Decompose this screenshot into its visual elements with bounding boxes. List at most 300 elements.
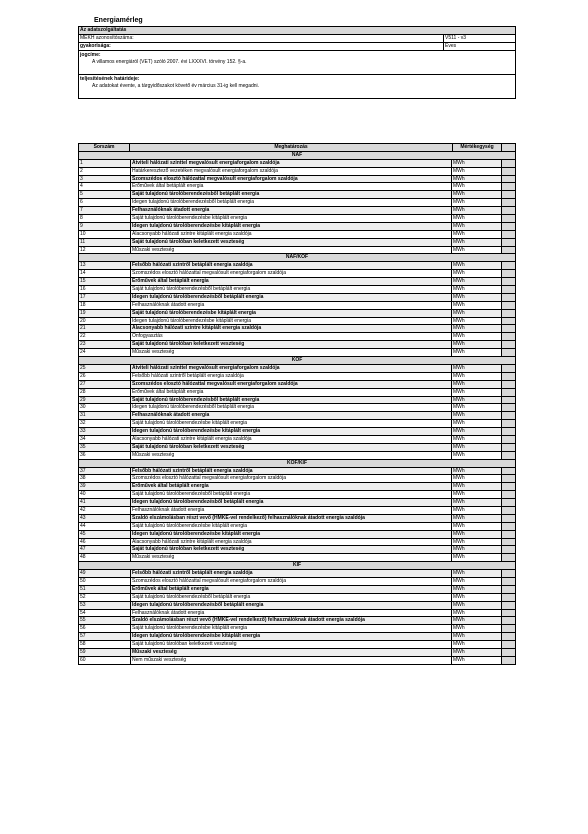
mekh-row — [79, 35, 515, 43]
row-definition: Alacsonyabb hálózati szintre kitáplált energia szaldója — [130, 539, 451, 546]
row-number: 17 — [80, 293, 86, 300]
row-value-cell[interactable] — [501, 602, 515, 609]
row-unit: MWh — [451, 436, 501, 443]
row-value-cell[interactable] — [501, 657, 515, 664]
row-value-cell[interactable] — [501, 546, 515, 553]
row-value-cell[interactable] — [501, 633, 515, 640]
row-unit: MWh — [451, 586, 501, 593]
table-row — [79, 310, 515, 318]
row-number: 60 — [80, 656, 86, 663]
row-value-cell[interactable] — [501, 341, 515, 348]
row-unit: MWh — [451, 168, 501, 175]
row-value-cell[interactable] — [501, 215, 515, 222]
section-title: KIF — [292, 562, 302, 569]
table-row — [79, 468, 515, 476]
row-unit: MWh — [451, 475, 501, 482]
row-unit: MWh — [451, 539, 501, 546]
row-value-cell[interactable] — [501, 160, 515, 167]
row-value-cell[interactable] — [501, 191, 515, 198]
row-value-cell[interactable] — [501, 554, 515, 561]
row-unit: MWh — [451, 389, 501, 396]
row-value-cell[interactable] — [501, 333, 515, 340]
row-number: 50 — [80, 577, 86, 584]
table-row — [79, 507, 515, 515]
table-row — [79, 483, 515, 491]
row-definition: Alacsonyabb hálózati szintre kitáplált energia szaldója — [130, 231, 451, 238]
row-value-cell[interactable] — [501, 223, 515, 230]
row-definition: Saját tulajdonú tárolóban keletkezett veszteség — [130, 641, 451, 648]
row-number: 15 — [80, 278, 86, 285]
row-number: 13 — [80, 262, 86, 269]
row-unit: MWh — [451, 239, 501, 246]
row-definition: Felsőbb hálózati szintről betáplált energia szaldója — [130, 468, 451, 475]
row-value-cell[interactable] — [501, 420, 515, 427]
row-definition: Átviteli hálózati szinttel megvalósult energiaforgalom szaldója — [130, 365, 451, 372]
row-definition: Saját tulajdonú tárolóban keletkezett veszteség — [130, 546, 451, 553]
row-value-cell[interactable] — [501, 183, 515, 190]
table-row — [79, 325, 515, 333]
row-definition: Felhasználóknak átadott energia — [130, 610, 451, 617]
row-unit: MWh — [451, 381, 501, 388]
frequency-row — [79, 43, 515, 51]
row-value-cell[interactable] — [501, 617, 515, 624]
row-value-cell[interactable] — [501, 168, 515, 175]
row-definition: Saját tulajdonú tárolóban keletkezett veszteség — [130, 341, 451, 348]
row-number: 2 — [80, 167, 83, 174]
row-unit: MWh — [451, 318, 501, 325]
row-number: 24 — [80, 349, 86, 356]
section-header-row — [79, 562, 515, 570]
col-header-value — [501, 144, 515, 151]
row-unit: MWh — [451, 546, 501, 553]
row-number: 20 — [80, 317, 86, 324]
row-number: 26 — [80, 372, 86, 379]
section-title: KÖF — [291, 357, 303, 364]
row-definition: Idegen tulajdonú tárolóberendezésbe kitáplált energia — [130, 223, 451, 230]
row-value-cell[interactable] — [501, 483, 515, 490]
row-definition: Alacsonyabb hálózati szintre kitáplált energia szaldója — [130, 325, 451, 332]
table-row — [79, 215, 515, 223]
row-value-cell[interactable] — [501, 302, 515, 309]
row-value-cell[interactable] — [501, 570, 515, 577]
row-unit: MWh — [451, 468, 501, 475]
table-header-row — [79, 144, 515, 152]
row-definition: Műszaki veszteség — [130, 452, 451, 459]
col-header-unit: Mértékegység — [452, 144, 501, 151]
row-number: 22 — [80, 333, 86, 340]
table-row — [79, 641, 515, 649]
row-number: 10 — [80, 230, 86, 237]
section-title: NAF/KÖF — [285, 254, 309, 261]
row-number: 46 — [80, 538, 86, 545]
row-number: 11 — [80, 238, 86, 245]
row-value-cell[interactable] — [501, 452, 515, 459]
row-unit: MWh — [451, 499, 501, 506]
row-unit: MWh — [451, 278, 501, 285]
row-unit: MWh — [451, 286, 501, 293]
row-value-cell[interactable] — [501, 207, 515, 214]
row-value-cell[interactable] — [501, 325, 515, 332]
row-number: 6 — [80, 199, 83, 206]
row-number: 36 — [80, 451, 86, 458]
row-unit: MWh — [451, 365, 501, 372]
row-value-cell[interactable] — [501, 531, 515, 538]
row-unit: MWh — [451, 325, 501, 332]
row-value-cell[interactable] — [501, 286, 515, 293]
row-definition: Saját tulajdonú tárolóberendezésből betáplált energia — [130, 397, 451, 404]
legal-basis-text: A villamos energiáról (VET) szóló 2007. évi LXXXVI. törvény 152. §-a. — [92, 59, 247, 65]
table-row — [79, 239, 515, 247]
row-unit: MWh — [451, 428, 501, 435]
row-value-cell[interactable] — [501, 649, 515, 656]
table-row — [79, 270, 515, 278]
row-value-cell[interactable] — [501, 444, 515, 451]
row-unit: MWh — [451, 294, 501, 301]
frequency-value: Éves — [443, 43, 515, 50]
mekh-value: V511 - v3 — [443, 35, 515, 42]
section-title: NAF — [291, 151, 303, 158]
row-definition: Saját tulajdonú tárolóberendezésbe kitáplált energia — [130, 420, 451, 427]
row-number: 37 — [80, 467, 86, 474]
table-row — [79, 570, 515, 578]
data-provision-header — [78, 26, 516, 99]
row-unit: MWh — [451, 570, 501, 577]
header-section-row — [79, 27, 515, 35]
row-number: 43 — [80, 514, 86, 521]
row-definition: Idegen tulajdonú tárolóberendezésből betáplált energia — [130, 294, 451, 301]
row-number: 19 — [80, 309, 86, 316]
section-header-row — [79, 152, 515, 160]
row-definition: Szomszédos elosztó hálózattal megvalósult energiaforgalom szaldója — [130, 578, 451, 585]
row-unit: MWh — [451, 341, 501, 348]
row-value-cell[interactable] — [501, 262, 515, 269]
table-row — [79, 602, 515, 610]
row-number: 32 — [80, 420, 86, 427]
row-value-cell[interactable] — [501, 515, 515, 522]
row-number: 56 — [80, 625, 86, 632]
col-header-definition: Meghatározás — [129, 144, 452, 151]
row-definition: Saját tulajdonú tárolóberendezésből betáplált energia — [130, 191, 451, 198]
row-number: 58 — [80, 641, 86, 648]
row-number: 34 — [80, 435, 86, 442]
row-unit: MWh — [451, 310, 501, 317]
row-number: 5 — [80, 191, 83, 198]
table-row — [79, 452, 515, 460]
table-row — [79, 191, 515, 199]
table-row — [79, 610, 515, 618]
row-number: 29 — [80, 396, 86, 403]
row-value-cell[interactable] — [501, 404, 515, 411]
table-row — [79, 404, 515, 412]
row-unit: MWh — [451, 625, 501, 632]
row-unit: MWh — [451, 207, 501, 214]
table-row — [79, 539, 515, 547]
row-unit: MWh — [451, 397, 501, 404]
row-definition: Felsőbb hálózati szintről betáplált energia szaldója — [130, 262, 451, 269]
table-row — [79, 444, 515, 452]
row-unit: MWh — [451, 483, 501, 490]
table-row — [79, 294, 515, 302]
row-unit: MWh — [451, 554, 501, 561]
row-definition: Saját tulajdonú tárolóban keletkezett veszteség — [130, 444, 451, 451]
row-number: 39 — [80, 483, 86, 490]
row-unit: MWh — [451, 231, 501, 238]
row-number: 9 — [80, 222, 83, 229]
row-value-cell[interactable] — [501, 499, 515, 506]
row-value-cell[interactable] — [501, 231, 515, 238]
row-value-cell[interactable] — [501, 594, 515, 601]
row-unit: MWh — [451, 491, 501, 498]
row-unit: MWh — [451, 610, 501, 617]
table-row — [79, 531, 515, 539]
row-number: 52 — [80, 593, 86, 600]
row-unit: MWh — [451, 507, 501, 514]
row-definition: Szomszédos elosztó hálózattal megvalósult energiaforgalom szaldója — [130, 176, 451, 183]
row-value-cell[interactable] — [501, 381, 515, 388]
row-unit: MWh — [451, 452, 501, 459]
row-definition: Idegen tulajdonú tárolóberendezésbe kitáplált energia — [130, 428, 451, 435]
row-value-cell[interactable] — [501, 318, 515, 325]
row-definition: Saját tulajdonú tárolóberendezésbe kitáplált energia — [130, 523, 451, 530]
row-unit: MWh — [451, 199, 501, 206]
legal-basis-row — [79, 51, 515, 75]
row-definition: Erőművek által betáplált energia — [130, 586, 451, 593]
row-value-cell[interactable] — [501, 247, 515, 254]
row-value-cell[interactable] — [501, 468, 515, 475]
row-unit: MWh — [451, 262, 501, 269]
table-row — [79, 515, 515, 523]
deadline-row — [79, 75, 515, 99]
row-value-cell[interactable] — [501, 349, 515, 356]
row-definition: Határkeresztező vezetéken megvalósult energiaforgalom szaldója — [130, 168, 451, 175]
row-value-cell[interactable] — [501, 586, 515, 593]
row-definition: Saját tulajdonú tárolóban keletkezett veszteség — [130, 239, 451, 246]
row-number: 41 — [80, 499, 86, 506]
row-value-cell[interactable] — [501, 199, 515, 206]
row-value-cell[interactable] — [501, 397, 515, 404]
row-unit: MWh — [451, 649, 501, 656]
row-number: 31 — [80, 412, 86, 419]
row-unit: MWh — [451, 523, 501, 530]
row-unit: MWh — [451, 531, 501, 538]
row-value-cell[interactable] — [501, 278, 515, 285]
table-row — [79, 286, 515, 294]
section-title: KÖF/KIF — [287, 459, 307, 466]
row-value-cell[interactable] — [501, 539, 515, 546]
row-definition: Saját tulajdonú tárolóberendezésből betáplált energia — [130, 491, 451, 498]
row-definition: Felhasználóknak átadott energia — [130, 302, 451, 309]
row-definition: Szomszédos elosztó hálózattal megvalósult energiaforgalom szaldója — [130, 270, 451, 277]
table-row — [79, 333, 515, 341]
row-number: 14 — [80, 270, 86, 277]
row-value-cell[interactable] — [501, 523, 515, 530]
row-unit: MWh — [451, 223, 501, 230]
row-unit: MWh — [451, 412, 501, 419]
table-row — [79, 207, 515, 215]
table-row — [79, 365, 515, 373]
row-number: 30 — [80, 404, 86, 411]
table-row — [79, 278, 515, 286]
row-number: 55 — [80, 617, 86, 624]
row-unit: MWh — [451, 160, 501, 167]
table-row — [79, 491, 515, 499]
row-unit: MWh — [451, 176, 501, 183]
row-definition: Saját tulajdonú tárolóberendezésbe kitáplált energia — [130, 310, 451, 317]
legal-basis-label: jogcíme: — [80, 52, 101, 58]
row-value-cell[interactable] — [501, 428, 515, 435]
table-row — [79, 546, 515, 554]
row-value-cell[interactable] — [501, 239, 515, 246]
row-definition: Saját tulajdonú tárolóberendezésből betáplált energia — [130, 594, 451, 601]
table-row — [79, 318, 515, 326]
row-value-cell[interactable] — [501, 365, 515, 372]
row-definition: Műszaki veszteség — [130, 247, 451, 254]
row-definition: Idegen tulajdonú tárolóberendezésbe kitáplált energia — [130, 633, 451, 640]
row-definition: Műszaki veszteség — [130, 649, 451, 656]
table-row — [79, 199, 515, 207]
row-value-cell[interactable] — [501, 507, 515, 514]
row-number: 16 — [80, 286, 86, 293]
row-definition: Alacsonyabb hálózati szintre kitáplált energia szaldója — [130, 436, 451, 443]
row-number: 48 — [80, 554, 86, 561]
table-row — [79, 633, 515, 641]
row-definition: Átviteli hálózati szinttel megvalósult energiaforgalom szaldója — [130, 160, 451, 167]
row-unit: MWh — [451, 270, 501, 277]
row-definition: Idegen tulajdonú tárolóberendezésből betáplált energia — [130, 499, 451, 506]
row-number: 3 — [80, 175, 83, 182]
table-row — [79, 183, 515, 191]
row-unit: MWh — [451, 191, 501, 198]
row-definition: Idegen tulajdonú tárolóberendezésből betáplált energia — [130, 404, 451, 411]
row-number: 57 — [80, 633, 86, 640]
table-row — [79, 223, 515, 231]
row-number: 59 — [80, 649, 86, 655]
row-value-cell[interactable] — [501, 475, 515, 482]
row-definition: Önfogyasztás — [130, 333, 451, 340]
table-row — [79, 341, 515, 349]
row-number: 25 — [80, 364, 86, 371]
row-number: 33 — [80, 428, 86, 435]
row-value-cell[interactable] — [501, 389, 515, 396]
row-number: 35 — [80, 443, 86, 450]
row-number: 28 — [80, 388, 86, 395]
table-row — [79, 499, 515, 507]
row-unit: MWh — [451, 594, 501, 601]
row-unit: MWh — [451, 302, 501, 309]
row-unit: MWh — [451, 183, 501, 190]
table-row — [79, 397, 515, 405]
row-definition: Idegen tulajdonú tárolóberendezésbe kitáplált energia — [130, 318, 451, 325]
row-unit: MWh — [451, 657, 501, 664]
row-number: 45 — [80, 530, 86, 537]
table-row — [79, 412, 515, 420]
row-value-cell[interactable] — [501, 270, 515, 277]
row-number: 42 — [80, 506, 86, 513]
table-row — [79, 657, 515, 664]
row-unit: MWh — [451, 373, 501, 380]
row-number: 38 — [80, 475, 86, 482]
row-number: 4 — [80, 183, 83, 190]
row-value-cell[interactable] — [501, 176, 515, 183]
table-row — [79, 617, 515, 625]
row-unit: MWh — [451, 641, 501, 648]
row-definition: Saját tulajdonú tárolóberendezésbe kitáplált energia — [130, 215, 451, 222]
mekh-label: MEKH azonosítószáma: — [80, 35, 134, 41]
table-row — [79, 302, 515, 310]
row-definition: Felsőbb hálózati szintről betáplált energia szaldója — [130, 373, 451, 380]
row-unit: MWh — [451, 617, 501, 624]
row-unit: MWh — [451, 602, 501, 609]
row-value-cell[interactable] — [501, 491, 515, 498]
table-row — [79, 349, 515, 357]
row-number: 47 — [80, 546, 86, 553]
row-unit: MWh — [451, 578, 501, 585]
table-row — [79, 436, 515, 444]
row-number: 51 — [80, 585, 86, 592]
table-row — [79, 373, 515, 381]
row-definition: Szaldó elszámolásban részt vevő (HMKE-vel rendelkező) felhasználóknak átadott energia szaldója — [130, 617, 451, 624]
row-number: 8 — [80, 215, 83, 222]
table-row — [79, 389, 515, 397]
row-number: 23 — [80, 341, 86, 348]
row-definition: Erőművek által betáplált energia — [130, 278, 451, 285]
row-number: 1 — [80, 159, 83, 166]
row-unit: MWh — [451, 349, 501, 356]
table-row — [79, 231, 515, 239]
row-definition: Felhasználóknak átadott energia — [130, 207, 451, 214]
row-definition: Szaldó elszámolásban részt vevő (HMKE-vel rendelkező) felhasználóknak átadott energia szaldója — [130, 515, 451, 522]
row-value-cell[interactable] — [501, 436, 515, 443]
row-number: 54 — [80, 609, 86, 616]
table-row — [79, 523, 515, 531]
table-row — [79, 168, 515, 176]
section-header-row — [79, 254, 515, 262]
table-row — [79, 176, 515, 184]
row-value-cell[interactable] — [501, 578, 515, 585]
row-value-cell[interactable] — [501, 610, 515, 617]
row-unit: MWh — [451, 215, 501, 222]
table-row — [79, 262, 515, 270]
row-number: 49 — [80, 570, 86, 577]
document-title: Energiamérleg — [94, 17, 143, 24]
row-unit: MWh — [451, 333, 501, 340]
section-header-row — [79, 460, 515, 468]
table-row — [79, 578, 515, 586]
row-unit: MWh — [451, 633, 501, 640]
row-definition: Szomszédos elosztó hálózattal megvalósult energiaforgalom szaldója — [130, 475, 451, 482]
row-value-cell[interactable] — [501, 294, 515, 301]
deadline-text: Az adatokat évente, a tárgyidőszakot követő év március 31-ig kell megadni. — [92, 83, 260, 89]
row-value-cell[interactable] — [501, 625, 515, 632]
row-unit: MWh — [451, 515, 501, 522]
row-number: 53 — [80, 601, 86, 608]
row-value-cell[interactable] — [501, 641, 515, 648]
energy-balance-table — [78, 143, 516, 665]
table-row — [79, 420, 515, 428]
section-header-row — [79, 357, 515, 365]
row-value-cell[interactable] — [501, 412, 515, 419]
row-value-cell[interactable] — [501, 310, 515, 317]
section-label: Az adatszolgáltatás — [80, 27, 127, 33]
table-row — [79, 649, 515, 657]
row-definition: Felhasználóknak átadott energia — [130, 412, 451, 419]
row-number: 40 — [80, 491, 86, 498]
row-value-cell[interactable] — [501, 373, 515, 380]
table-row — [79, 428, 515, 436]
row-definition: Nem műszaki veszteség — [130, 657, 451, 664]
row-number: 21 — [80, 325, 86, 332]
table-row — [79, 475, 515, 483]
